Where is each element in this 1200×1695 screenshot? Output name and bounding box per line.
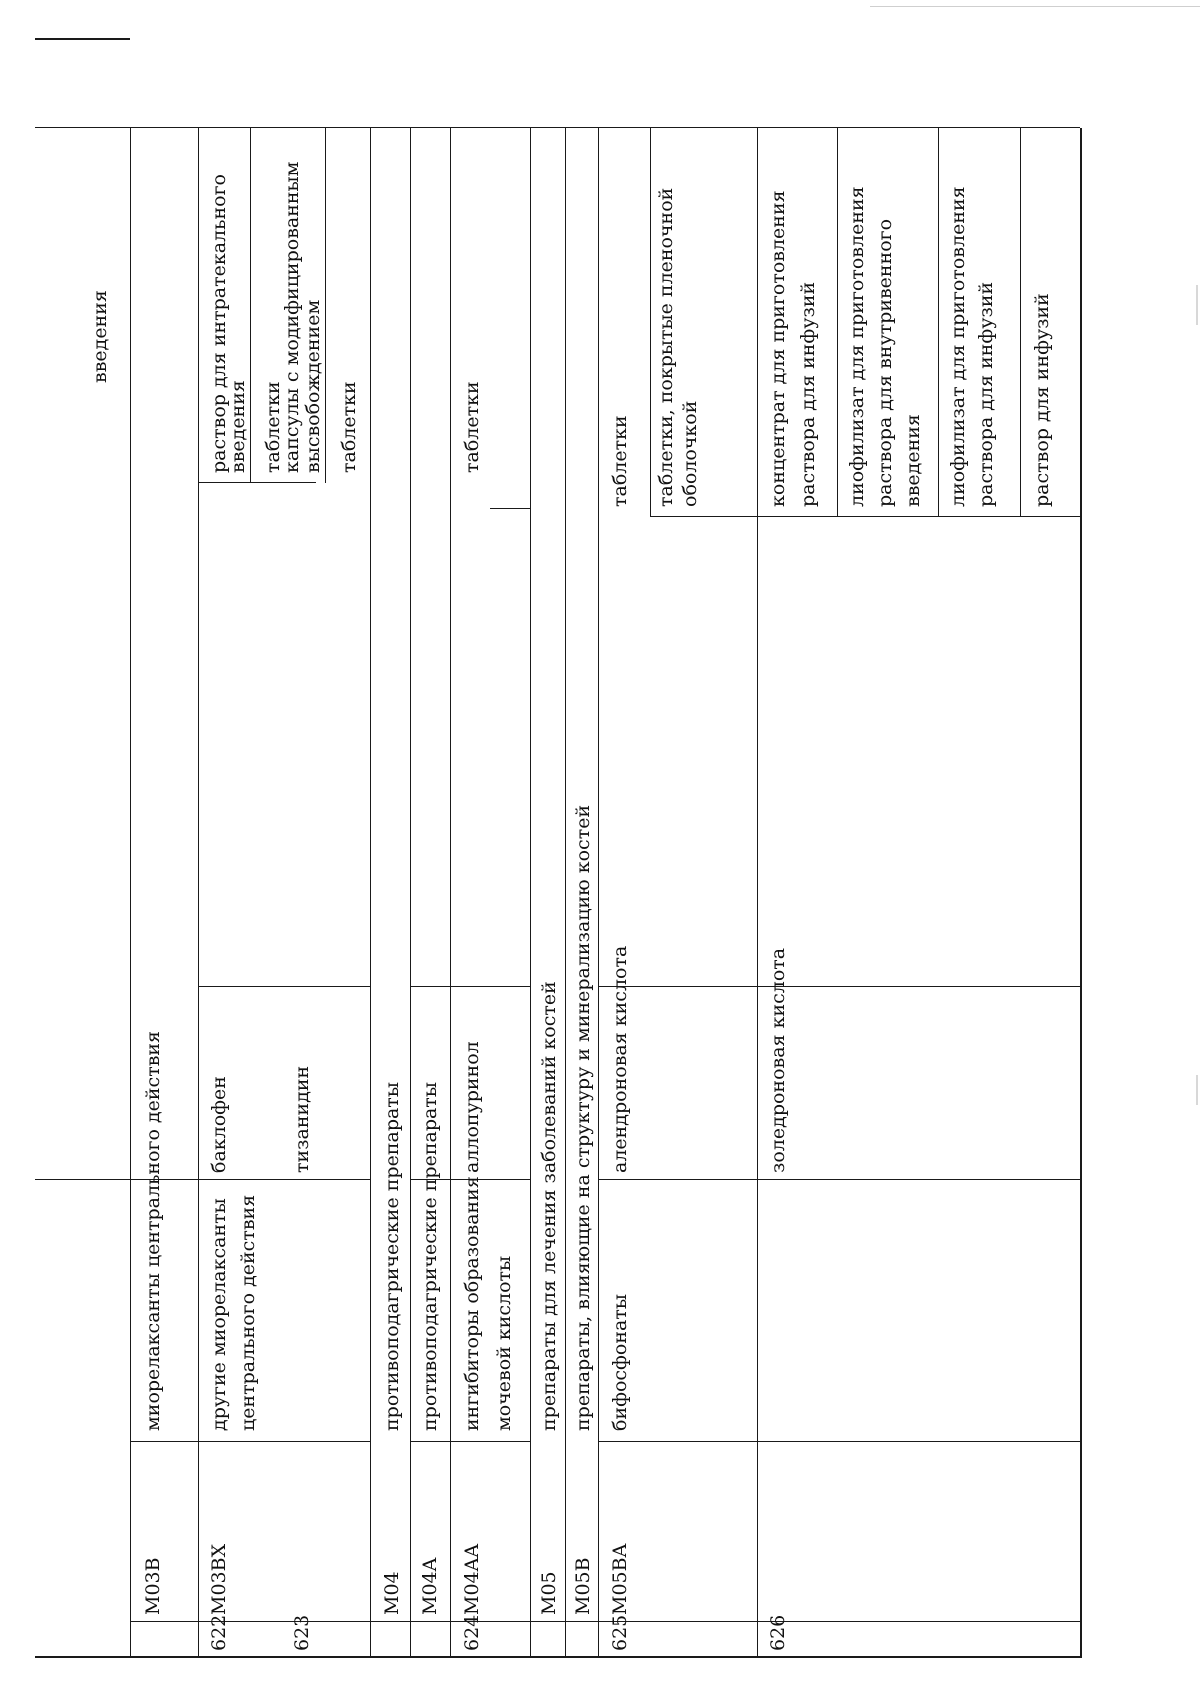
column-divider	[490, 508, 530, 509]
column-divider	[598, 986, 1080, 987]
column-divider	[598, 1179, 1080, 1180]
column-divider	[35, 127, 130, 128]
row-number: 626	[767, 1614, 789, 1651]
column-divider	[198, 986, 370, 987]
table-border-bottom	[1080, 128, 1082, 1658]
atc-code: M04A	[419, 1557, 441, 1615]
row-divider	[370, 128, 371, 1658]
group-name: другие миорелаксанты	[208, 1198, 230, 1431]
column-divider	[198, 482, 316, 483]
dosage-form: лиофилизат для приготовления	[947, 186, 969, 507]
atc-code: M04	[381, 1571, 403, 1615]
dosage-form: введения	[902, 414, 924, 507]
atc-code: M05B	[572, 1557, 594, 1615]
dosage-form: лиофилизат для приготовления	[846, 186, 868, 507]
dosage-form: таблетки	[338, 381, 360, 473]
dosage-form: раствор для инфузий	[1031, 293, 1053, 507]
row-divider	[325, 128, 326, 483]
drug-name: золедроновая кислота	[767, 947, 789, 1173]
atc-code: M03BX	[208, 1543, 230, 1615]
row-divider	[938, 128, 939, 517]
group-name: мочевой кислоты	[493, 1255, 515, 1431]
dosage-form: раствор для интратекального	[208, 174, 230, 473]
drug-name: тизанидин	[291, 1065, 313, 1173]
form-header-tail: введения	[89, 290, 111, 383]
atc-code: M03B	[142, 1557, 164, 1615]
row-divider	[757, 128, 758, 1658]
row-number: 624	[461, 1614, 483, 1651]
group-name: противоподагрические препараты	[419, 1082, 441, 1431]
dosage-form: введения	[227, 380, 249, 473]
row-divider	[450, 128, 451, 1658]
group-name: бифосфонаты	[609, 1294, 631, 1431]
group-name: препараты для лечения заболеваний костей	[538, 981, 560, 1431]
group-name: центрального действия	[237, 1194, 259, 1431]
row-divider	[1020, 128, 1021, 517]
drug-name: алендроновая кислота	[609, 945, 631, 1173]
dosage-form: оболочкой	[679, 400, 701, 507]
row-divider	[530, 128, 531, 1658]
atc-code: M04AA	[461, 1543, 483, 1615]
dosage-form: высвобождением	[302, 299, 324, 473]
row-number: 622	[208, 1614, 230, 1651]
table-border-right	[35, 38, 130, 40]
column-divider	[410, 1441, 530, 1442]
dosage-form: раствора для внутривенного	[874, 218, 896, 507]
atc-code: M05	[538, 1571, 560, 1615]
group-name: миорелаксанты центрального действия	[142, 1030, 164, 1431]
dosage-form: таблетки	[609, 415, 631, 507]
group-name: противоподагрические препараты	[381, 1082, 403, 1431]
group-name: препараты, влияющие на структуру и минерализацию костей	[572, 804, 594, 1431]
dosage-form: раствора для инфузий	[797, 281, 819, 507]
row-divider	[130, 128, 131, 1658]
group-name: ингибиторы образования	[461, 1176, 483, 1431]
row-divider	[650, 128, 651, 517]
row-divider	[565, 128, 566, 1658]
dosage-form: капсулы с модифицированным	[281, 161, 303, 473]
drug-name: аллопуринол	[461, 1041, 483, 1173]
row-divider	[410, 128, 411, 1658]
dosage-form: таблетки, покрытые пленочной	[655, 187, 677, 507]
drug-name: баклофен	[208, 1076, 230, 1173]
dosage-form: таблетки	[461, 381, 483, 473]
column-divider	[130, 1441, 370, 1442]
atc-code: M05BA	[609, 1543, 631, 1615]
column-divider	[650, 516, 1080, 517]
column-divider	[35, 1179, 370, 1180]
dosage-form: концентрат для приготовления	[767, 190, 789, 507]
dosage-form: раствора для инфузий	[975, 281, 997, 507]
dosage-form: таблетки	[262, 381, 284, 473]
table-border-left	[35, 1656, 1082, 1658]
column-divider	[598, 1441, 1080, 1442]
row-divider	[198, 128, 199, 1658]
column-divider	[410, 986, 530, 987]
row-number: 623	[291, 1614, 313, 1651]
row-number: 625	[609, 1614, 631, 1651]
row-divider	[837, 128, 838, 517]
